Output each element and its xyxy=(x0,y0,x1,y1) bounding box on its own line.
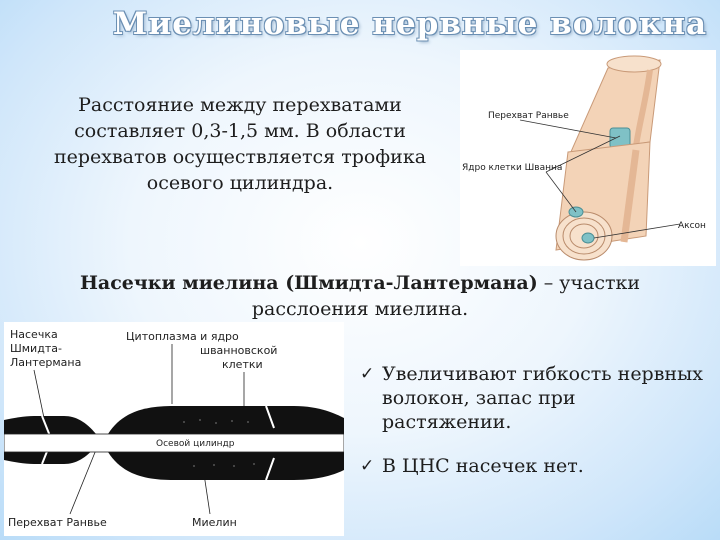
slide-title: Миелиновые нервные волокна xyxy=(112,6,708,42)
checkmark-icon: ✓ xyxy=(360,364,375,384)
label-axis-cylinder: Осевой цилиндр xyxy=(156,439,235,449)
bullet-text: Увеличивают гибкость нервных волокон, запас при растяжении. xyxy=(382,363,703,433)
label-cytoplasm-line3: клетки xyxy=(222,358,263,371)
intro-text: Расстояние между перехватами составляет 0,3-1,5 мм. В области перехватов осуществляется трофика осевого цилиндра. xyxy=(53,94,427,194)
notch-definition-rest: – участки расслоения миелина. xyxy=(251,272,641,320)
label-node-of-ranvier-bottom: Перехват Ранвье xyxy=(8,516,107,529)
bullet-item xyxy=(360,454,710,478)
label-node-of-ranvier: Перехват Ранвье xyxy=(488,111,569,121)
bullet-list xyxy=(360,362,710,498)
label-notch-line3: Лантермана xyxy=(10,356,82,369)
bullet-text: В ЦНС насечек нет. xyxy=(382,455,584,477)
label-cytoplasm-line2: шванновской xyxy=(200,344,278,357)
label-notch-line2: Шмидта- xyxy=(10,342,62,355)
notch-definition xyxy=(30,270,690,322)
checkmark-icon: ✓ xyxy=(360,456,375,476)
notch-term: Насечки миелина (Шмидта-Лантермана) xyxy=(79,272,538,294)
nerve-fiber-illustration xyxy=(460,50,716,266)
bullet-item xyxy=(360,362,710,434)
label-schwann-nucleus: Ядро клетки Шванна xyxy=(462,163,563,173)
label-axon: Аксон xyxy=(678,221,706,231)
figure-schmidt-lanterman xyxy=(4,322,344,536)
myelin-notch-diagram xyxy=(4,322,344,536)
label-notch-line1: Насечка xyxy=(10,328,58,341)
label-myelin: Миелин xyxy=(192,516,237,529)
label-cytoplasm-line1: Цитоплазма и ядро xyxy=(126,330,239,343)
figure-nerve-fiber-3d xyxy=(460,50,716,266)
